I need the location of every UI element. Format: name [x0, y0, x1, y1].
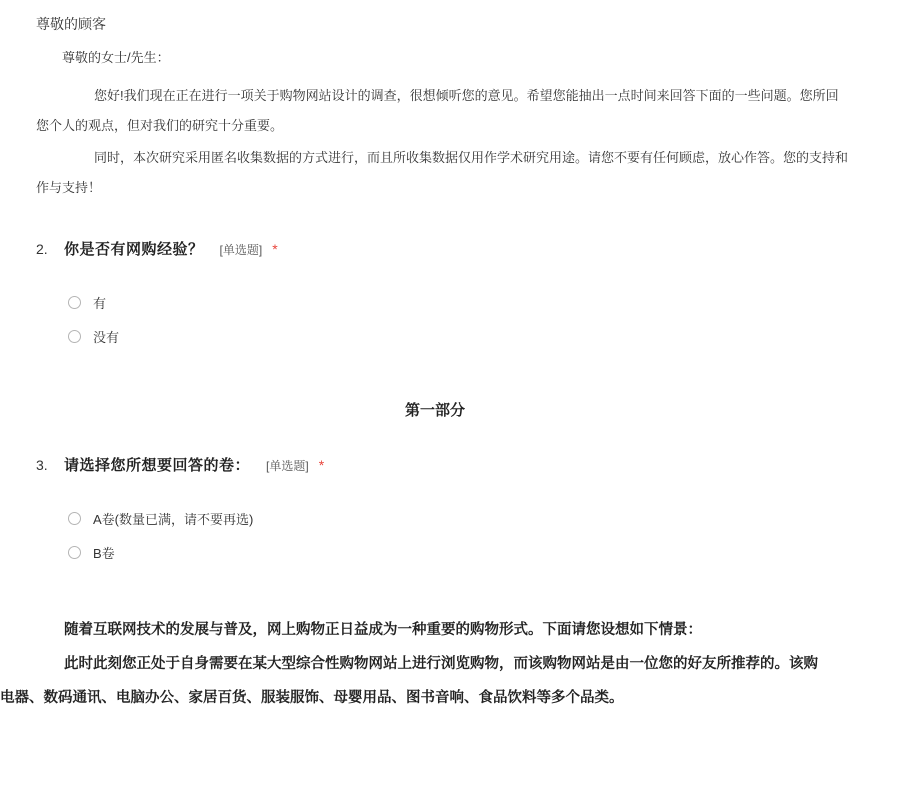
question-2-type: [单选题] [219, 243, 263, 257]
question-2-title: 你是否有网购经验？ [64, 241, 204, 258]
radio-icon[interactable] [68, 512, 81, 525]
scenario-line-2 [36, 647, 900, 681]
intro-paragraph-1-line-2 [36, 110, 900, 142]
intro-paragraph-1-line-1 [36, 80, 900, 112]
intro-paragraph-2-line-1 [36, 142, 900, 174]
question-2-index: 2. [36, 241, 48, 257]
intro-paragraph-1-text-2: 您个人的观点，但对我们的研究十分重要。 [36, 118, 284, 133]
intro-block [0, 0, 900, 204]
question-3-type: [单选题] [266, 459, 309, 473]
question-2-options [36, 285, 900, 353]
question-2-option-0-label: 有 [93, 295, 107, 311]
radio-icon[interactable] [68, 296, 81, 309]
intro-paragraph-1-text-1: 您好!我们现在正在进行一项关于购物网站设计的调查，很想倾听您的意见。希望您能抽出一点时间来回答下面的一些问题。您所回 [94, 88, 839, 103]
intro-title: 尊敬的顾客 [36, 16, 106, 32]
question-2-option-1[interactable] [68, 319, 900, 353]
question-3-required-marker: * [318, 457, 325, 473]
scenario-line-3 [0, 681, 900, 715]
question-2-option-1-label: 没有 [93, 329, 120, 345]
question-2-header [36, 238, 900, 259]
question-2-required-marker: * [272, 241, 278, 257]
question-2-option-0[interactable] [68, 285, 900, 319]
question-3-title: 请选择您所想要回答的卷： [64, 457, 251, 474]
question-2 [0, 238, 900, 353]
radio-icon[interactable] [68, 330, 81, 343]
question-3-header [36, 454, 900, 475]
section-heading: 第一部分 [404, 402, 465, 419]
scenario-line-3-text: 电器、数码通讯、电脑办公、家居百货、服装服饰、母婴用品、图书音响、食品饮料等多个品类。 [0, 690, 624, 706]
question-3-option-0-label: A卷(数量已满，请不要再选) [93, 511, 254, 527]
question-3-option-1-label: B卷 [93, 545, 115, 561]
question-3-option-1[interactable] [68, 535, 900, 569]
question-3-option-0[interactable] [68, 501, 900, 535]
question-3-options [36, 501, 900, 569]
intro-paragraph-2-text-1: 同时，本次研究采用匿名收集数据的方式进行，而且所收集数据仅用作学术研究用途。请您不要有任何顾虑，放心作答。您的支持和 [94, 150, 849, 165]
scenario-line-2-text: 此时此刻您正处于自身需要在某大型综合性购物网站上进行浏览购物，而该购物网站是由一位您的好友所推荐的。该购 [64, 656, 818, 672]
radio-icon[interactable] [68, 546, 81, 559]
intro-salutation: 尊敬的女士/先生： [62, 50, 170, 65]
scenario-line-1-text: 随着互联网技术的发展与普及，网上购物正日益成为一种重要的购物形式。下面请您设想如下情景： [64, 622, 702, 638]
scenario-block [0, 613, 900, 715]
question-3 [0, 454, 900, 569]
intro-paragraph-2-text-2: 作与支持！ [36, 180, 102, 195]
question-3-index: 3. [36, 457, 48, 473]
scenario-line-1 [36, 613, 900, 647]
intro-paragraph-2-line-2 [36, 172, 900, 204]
